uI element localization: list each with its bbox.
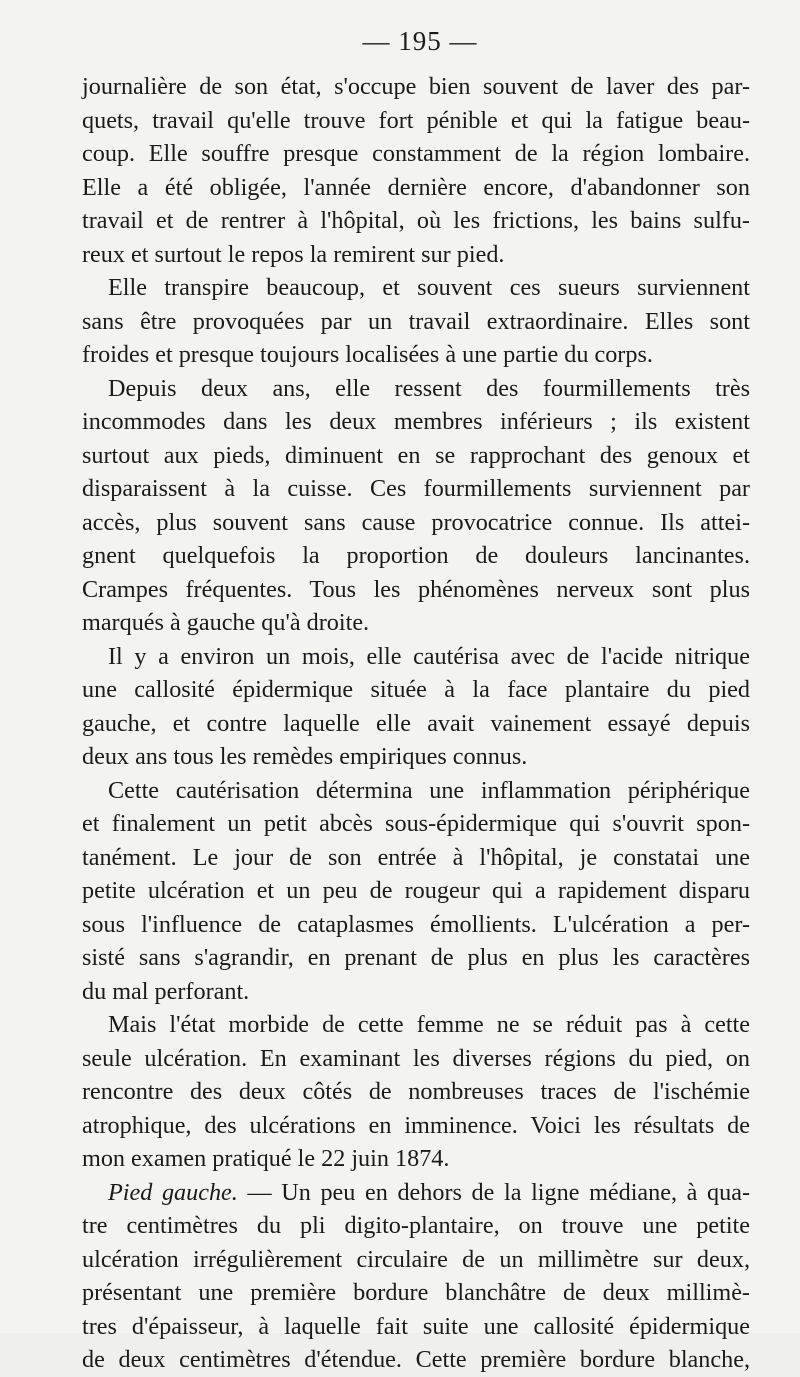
text-line: sous l'influence de cataplasmes émollients. L'ulcération a per- <box>82 910 750 938</box>
text-line: sans être provoquées par un travail extraordinaire. Elles sont <box>82 307 750 335</box>
paragraph-2 <box>82 271 750 372</box>
text-line: quets, travail qu'elle trouve fort pénible et qui la fatigue beau- <box>82 106 750 134</box>
text-line: présentant une première bordure blanchâtre de deux millimè- <box>82 1279 750 1306</box>
paragraph-4 <box>82 640 750 774</box>
page-number: — 195 — <box>362 26 478 56</box>
text-line: tres d'épaisseur, à laquelle fait suite une callosité épidermique <box>82 1312 750 1340</box>
text-line: Mais l'état morbide de cette femme ne se réduit pas à cette <box>108 1011 750 1038</box>
text-line: Elle transpire beaucoup, et souvent ces sueurs surviennent <box>108 274 750 301</box>
paragraph-1 <box>82 70 750 271</box>
text-line: coup. Elle souffre presque constamment de la région lombaire. <box>82 140 750 167</box>
text-line: sisté sans s'agrandir, en prenant de plus en plus les caractères <box>82 944 750 971</box>
paragraph-5 <box>82 774 750 1009</box>
text-line: incommodes dans les deux membres inférieurs ; ils existent <box>82 408 750 435</box>
text-line: Elle a été obligée, l'année dernière encore, d'abandonner son <box>82 173 750 201</box>
text-line: et finalement un petit abcès sous-épidermique qui s'ouvrit spon- <box>82 810 750 837</box>
text-line: Cette cautérisation détermina une inflammation périphérique <box>108 776 750 804</box>
text-line: gauche, et contre laquelle elle avait vainement essayé depuis <box>82 709 750 737</box>
paragraph-3 <box>82 372 750 640</box>
text-line: Crampes fréquentes. Tous les phénomènes nerveux sont plus <box>82 575 750 603</box>
text-line: petite ulcération et un peu de rougeur qui a rapidement disparu <box>82 877 750 904</box>
text-line: ulcération irrégulièrement circulaire de un millimètre sur deux, <box>82 1245 750 1273</box>
text-line: de deux centimètres d'étendue. Cette première bordure blanche, <box>82 1346 750 1373</box>
text-line: tanément. Le jour de son entrée à l'hôpital, je constatai une <box>82 843 750 871</box>
text-line: journalière de son état, s'occupe bien souvent de laver des par- <box>82 73 750 100</box>
text-line: surtout aux pieds, diminuent en se rapprochant des genoux et <box>82 441 750 469</box>
text-line: seule ulcération. En examinant les diverses régions du pied, on <box>82 1044 750 1072</box>
text-line: Il y a environ un mois, elle cautérisa avec de l'acide nitrique <box>108 642 750 670</box>
text-line <box>82 1176 750 1210</box>
section-lead: Pied gauche. <box>108 1178 238 1206</box>
text-line: disparaissent à la cuisse. Ces fourmillements surviennent par <box>82 475 750 502</box>
paragraph-6 <box>82 1008 750 1176</box>
text-line: rencontre des deux côtés de nombreuses traces de l'ischémie <box>82 1078 750 1105</box>
body-text <box>82 70 750 1377</box>
text-line: travail et de rentrer à l'hôpital, où les frictions, les bains sulfu- <box>82 207 750 234</box>
text-line: accès, plus souvent sans cause provocatrice connue. Ils attei- <box>82 508 750 536</box>
text-line: marqués à gauche qu'à droite. <box>82 609 370 636</box>
text-line: tre centimètres du pli digito-plantaire, on trouve une petite <box>82 1212 750 1239</box>
text-line: Depuis deux ans, elle ressent des fourmillements très <box>108 374 750 402</box>
text-line: gnent quelquefois la proportion de douleurs lancinantes. <box>82 542 750 569</box>
text-line: deux ans tous les remèdes empiriques connus. <box>82 743 528 770</box>
text-line: reux et surtout le repos la remirent sur pied. <box>82 240 505 268</box>
text-line: du mal perforant. <box>82 977 250 1005</box>
text-line: une callosité épidermique située à la face plantaire du pied <box>82 676 750 703</box>
text-line: atrophique, des ulcérations en imminence. Voici les résultats de <box>82 1111 750 1139</box>
paragraph-7 <box>82 1176 750 1377</box>
text-line: froides et presque toujours localisées à une partie du corps. <box>82 341 653 368</box>
text-line-rest: — Un peu en dehors de la ligne médiane, à qua- <box>237 1178 750 1206</box>
text-line: mon examen pratiqué le 22 juin 1874. <box>82 1145 450 1172</box>
